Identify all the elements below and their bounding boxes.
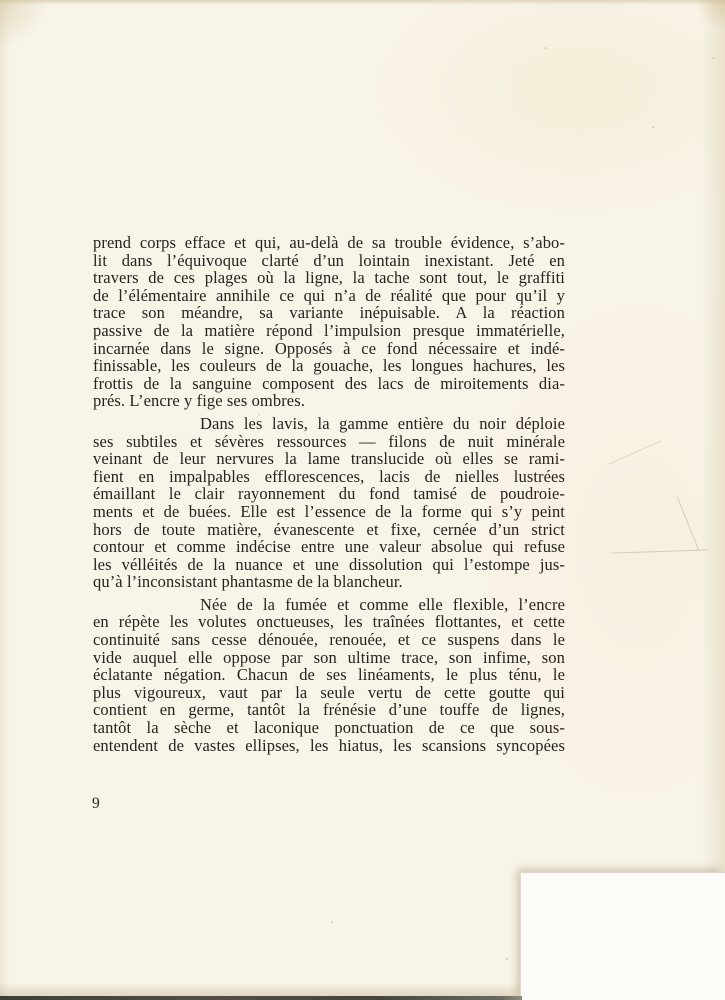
text-line: les vélléités de la nuance et une dissolution qui l’estompe jus- bbox=[93, 554, 565, 574]
text-line: frottis de la sanguine composent des lacs de miroitements dia- bbox=[93, 373, 565, 393]
text-line: lit dans l’équivoque clarté d’un lointain inexistant. Jeté en bbox=[93, 250, 565, 270]
text-line: travers de ces plages où la ligne, la tache sont tout, le graffiti bbox=[93, 268, 565, 288]
text-line: émaillant le clair rayonnement du fond tamisé de poudroie- bbox=[93, 484, 565, 504]
scanner-edge-strip bbox=[0, 996, 522, 1000]
paper-scratch bbox=[612, 549, 708, 553]
text-line: éclatante négation. Chacun de ses linéaments, le plus ténu, le bbox=[93, 665, 565, 685]
text-line: entendent de vastes ellipses, les hiatus, les scansions syncopées bbox=[93, 735, 565, 755]
text-line: Dans les lavis, la gamme entière du noir déploie bbox=[200, 413, 565, 433]
paragraph bbox=[93, 234, 565, 410]
text-line: en répète les volutes onctueuses, les traînées flottantes, et cette bbox=[93, 612, 565, 632]
page-number: 9 bbox=[92, 795, 100, 812]
text-line: qu’à l’inconsistant phantasme de la blancheur. bbox=[93, 572, 403, 592]
text-line: veinant de leur nervures la lame translucide où elles se rami- bbox=[93, 449, 565, 469]
text-line: contour et comme indécise entre une valeur absolue qui refuse bbox=[93, 537, 565, 557]
text-line: fient en impalpables efflorescences, lacis de nielles lustrées bbox=[93, 466, 565, 486]
text-line: prés. L’encre y fige ses ombres. bbox=[93, 391, 305, 411]
text-line: contient en germe, tantôt la frénésie d’une touffe de lignes, bbox=[93, 700, 565, 720]
paper-scratch bbox=[677, 496, 700, 550]
text-line: Née de la fumée et comme elle flexible, l’encre bbox=[200, 594, 565, 614]
text-line: ments et de buées. Elle est l’essence de la forme qui s’y peint bbox=[93, 501, 565, 521]
underlying-page-corner bbox=[520, 872, 725, 1000]
paragraph bbox=[93, 415, 565, 591]
text-line: hors de toute matière, évanescente et fixe, cernée d’un strict bbox=[93, 519, 565, 539]
paragraph bbox=[93, 596, 565, 754]
text-line: passive de la matière répond l’impulsion presque immatérielle, bbox=[93, 320, 565, 340]
text-line: continuité sans cesse dénouée, renouée, et ce suspens dans le bbox=[93, 630, 565, 650]
paper-speckle bbox=[545, 47, 547, 49]
text-line: vide auquel elle oppose par son ultime trace, son infime, son bbox=[93, 647, 565, 667]
text-line: prend corps efface et qui, au-delà de sa trouble évidence, s’abo- bbox=[93, 233, 565, 252]
text-line: incarnée dans le signe. Opposés à ce fond nécessaire et indé- bbox=[93, 338, 565, 358]
body-text bbox=[93, 234, 565, 754]
paper-scratch bbox=[608, 440, 661, 465]
text-line: tantôt la sèche et laconique ponctuation de ce que sous- bbox=[93, 718, 565, 738]
text-line: trace son méandre, sa variante inépuisable. A la réaction bbox=[93, 303, 565, 323]
text-line: plus vigoureux, vaut par la seule vertu de cette goutte qui bbox=[93, 682, 565, 702]
text-line: finissable, les couleurs de la gouache, les longues hachures, les bbox=[93, 356, 565, 376]
text-line: ses subtiles et sévères ressources — filons de nuit minérale bbox=[93, 431, 565, 451]
text-line: de l’élémentaire annihile ce qui n’a de réalité que pour qu’il y bbox=[93, 285, 565, 305]
